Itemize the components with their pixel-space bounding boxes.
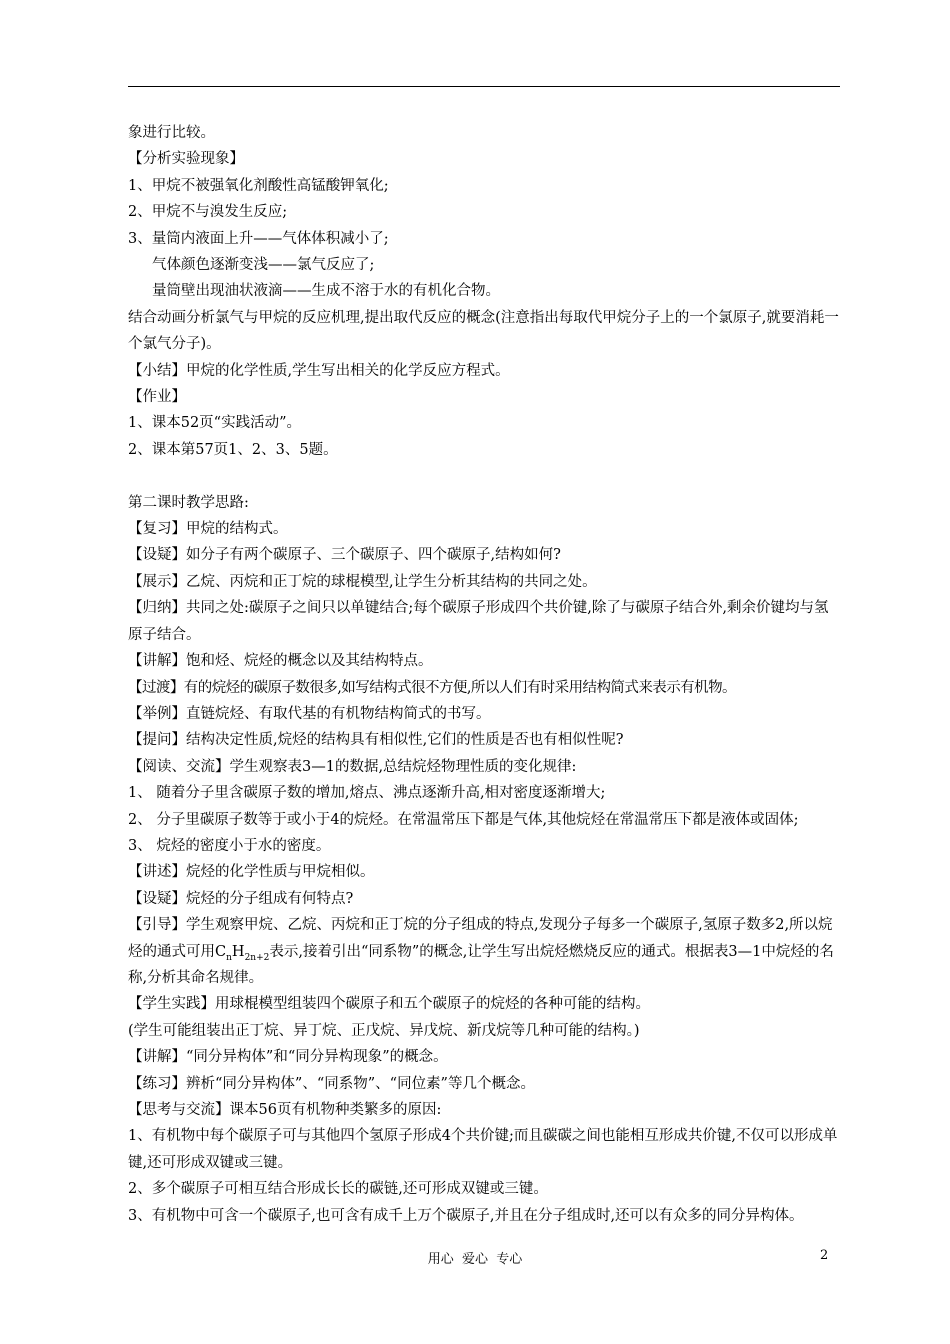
paragraph: 【复习】甲烷的结构式。 [128, 521, 288, 538]
header-rule [128, 86, 840, 87]
paragraph: 【讲解】饱和烃、烷烃的概念以及其结构特点。 [128, 653, 433, 670]
paragraph: 【设疑】烷烃的分子组成有何特点? [128, 890, 354, 907]
blank-line [128, 463, 840, 489]
list-item: 1、甲烷不被强氧化剂酸性高锰酸钾氧化; [128, 177, 389, 194]
paragraph: 【举例】直链烷烃、有取代基的有机物结构简式的书写。 [128, 705, 491, 722]
paragraph: 【设疑】如分子有两个碳原子、三个碳原子、四个碳原子,结构如何? [128, 547, 561, 564]
text-run: 表示,接着引出“同系物”的概念,让学生写出烷烃燃烧反应的通式。根据表3—1中烷烃的名称,分析其命名规律。 [128, 943, 834, 986]
paragraph [128, 912, 840, 991]
paragraph: 【学生实践】用球棍模型组装四个碳原子和五个碳原子的烷烃的各种可能的结构。 [128, 996, 650, 1013]
list-item: 1、 随着分子里含碳原子数的增加,熔点、沸点逐渐升高,相对密度逐渐增大; [128, 785, 606, 802]
paragraph: 【展示】乙烷、丙烷和正丁烷的球棍模型,让学生分析其结构的共同之处。 [128, 573, 597, 590]
list-item: 1、有机物中每个碳原子可与其他四个氢原子形成4个共价键;而且碳碳之间也能相互形成共价键,不仅可以形成单键,还可形成双键或三键。 [128, 1128, 838, 1171]
list-item: 2、课本第57页1、2、3、5题。 [128, 441, 338, 458]
paragraph: 【讲述】烷烃的化学性质与甲烷相似。 [128, 864, 375, 881]
paragraph: 结合动画分析氯气与甲烷的反应机理,提出取代反应的概念(注意指出每取代甲烷分子上的一个氯原子,就要消耗一个氯气分子)。 [128, 309, 839, 353]
text-run: 【引导】学生观察甲烷、乙烷、丙烷和正丁烷的分子组成的特点,发现分子每多一个碳原子,氢原子数多2,所以烷烃的通式可用 [128, 917, 833, 960]
paragraph: (学生可能组装出正丁烷、异丁烷、正戊烷、异戊烷、新戊烷等几种可能的结构。) [128, 1022, 640, 1039]
paragraph: 【过渡】有的烷烃的碳原子数很多,如写结构式很不方便,所以人们有时采用结构简式来表示有机物。 [128, 679, 736, 696]
paragraph: 【思考与交流】课本56页有机物种类繁多的原因: [128, 1102, 442, 1119]
paragraph: 【归纳】共同之处:碳原子之间只以单键结合;每个碳原子形成四个共价键,除了与碳原子结合外,剩余价键均与氢原子结合。 [128, 600, 829, 643]
paragraph: 【练习】辨析“同分异构体”、“同系物”、“同位素”等几个概念。 [128, 1075, 535, 1092]
paragraph: 【阅读、交流】学生观察表3—1的数据,总结烷烃物理性质的变化规律: [128, 758, 577, 775]
paragraph: 【小结】甲烷的化学性质,学生写出相关的化学反应方程式。 [128, 362, 510, 379]
footer-motto: 用心 爱心 专心 [427, 1252, 523, 1267]
list-item-continuation: 气体颜色逐渐变浅——氯气反应了; [152, 257, 375, 274]
list-item: 2、甲烷不与溴发生反应; [128, 204, 288, 221]
list-item: 2、多个碳原子可相互结合形成长长的碳链,还可形成双键或三键。 [128, 1181, 548, 1198]
page-number: 2 [820, 1248, 829, 1263]
list-item: 3、有机物中可含一个碳原子,也可含有成千上万个碳原子,并且在分子组成时,还可以有众多的同分异构体。 [128, 1207, 804, 1224]
list-item: 3、 烷烃的密度小于水的密度。 [128, 837, 331, 854]
list-item: 2、 分子里碳原子数等于或小于4的烷烃。在常温常压下都是气体,其他烷烃在常温常压下都是液体或固体; [128, 811, 799, 828]
section-heading: 【分析实验现象】 [128, 151, 244, 168]
document-body [128, 120, 840, 1229]
section-title: 第二课时教学思路: [128, 494, 249, 511]
section-heading: 【作业】 [128, 389, 186, 406]
paragraph: 【讲解】“同分异构体”和“同分异构现象”的概念。 [128, 1049, 448, 1066]
general-formula: $C_nH_{2n+2}$ [215, 943, 270, 963]
list-item: 1、课本52页“实践活动”。 [128, 415, 302, 432]
paragraph: 【提问】结构决定性质,烷烃的结构具有相似性,它们的性质是否也有相似性呢? [128, 732, 624, 749]
list-item-continuation: 量筒壁出现油状液滴——生成不溶于水的有机化合物。 [152, 283, 500, 300]
list-item: 3、量筒内液面上升——气体体积减小了; [128, 230, 389, 247]
text-line: 象进行比较。 [128, 125, 215, 141]
